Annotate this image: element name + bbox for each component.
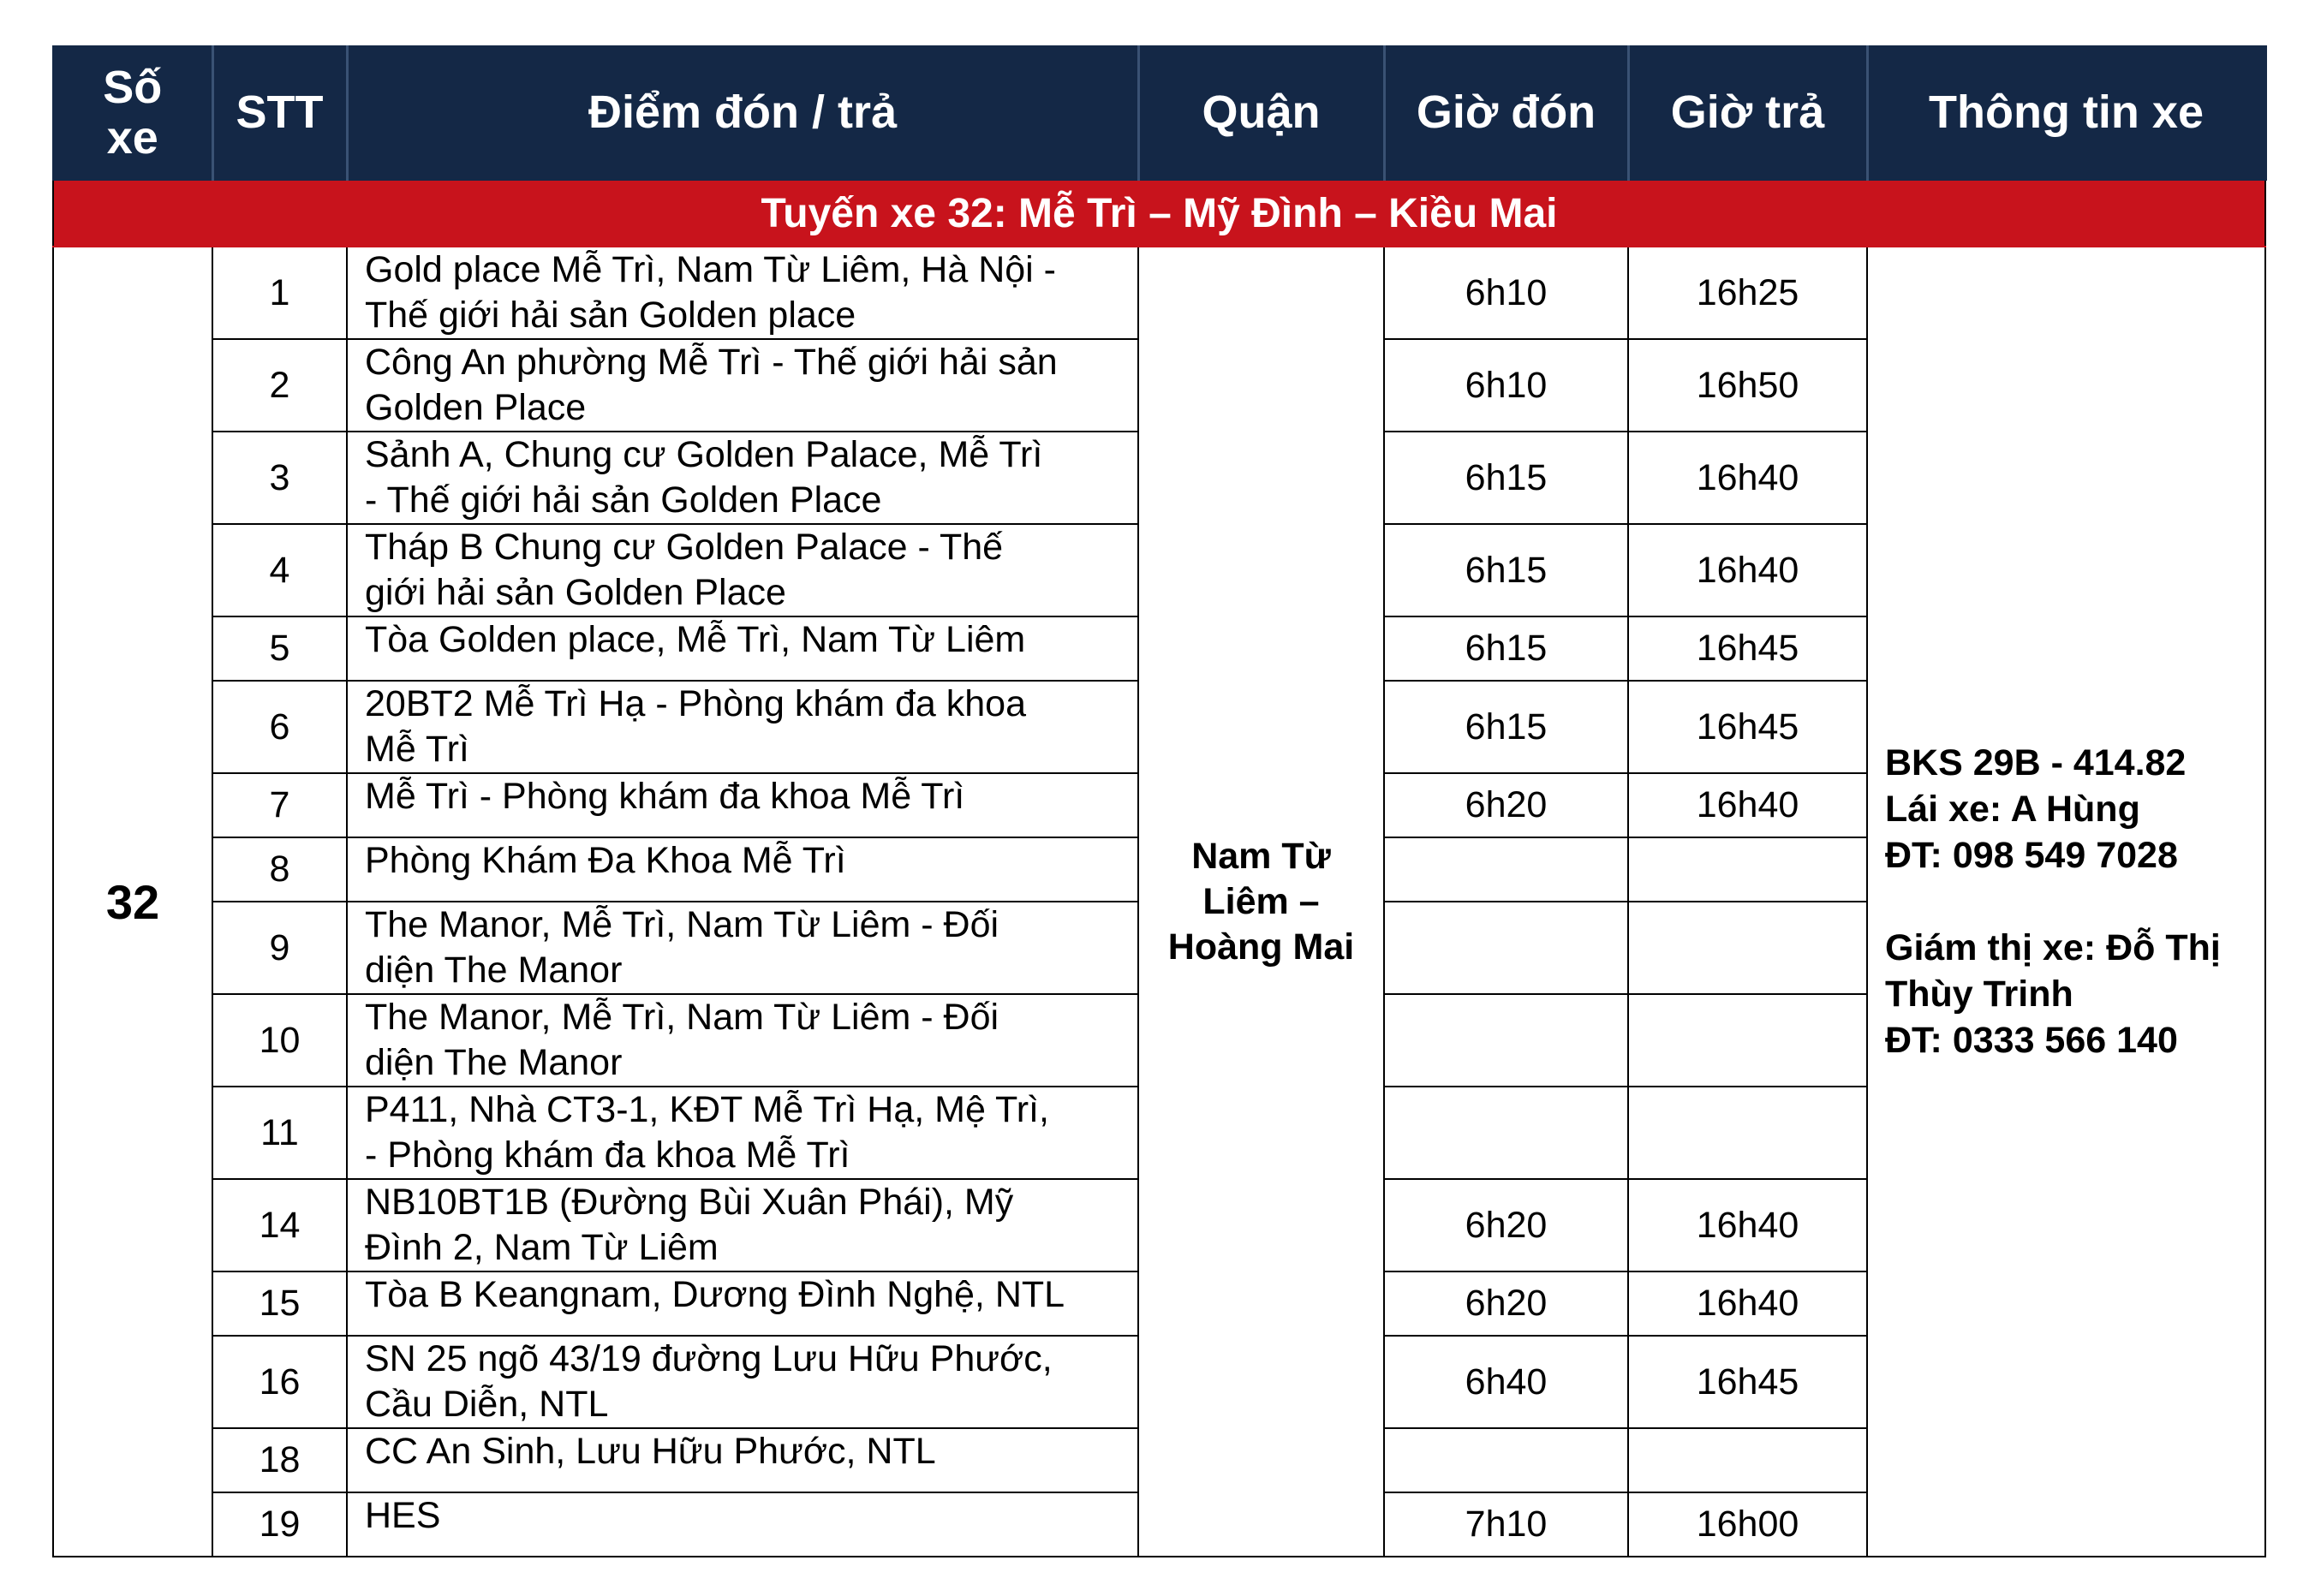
dropoff-time: 16h00 bbox=[1628, 1492, 1867, 1557]
stop-address bbox=[347, 994, 1138, 1087]
stop-stt: 9 bbox=[212, 902, 347, 994]
dropoff-time: 16h40 bbox=[1628, 432, 1867, 524]
stop-address-line2: Thế giới hải sản Golden place bbox=[365, 295, 856, 336]
stop-stt: 6 bbox=[212, 681, 347, 773]
stop-stt: 18 bbox=[212, 1428, 347, 1492]
stop-address bbox=[347, 1336, 1138, 1428]
pickup-time: 6h15 bbox=[1384, 524, 1628, 616]
stop-address-line1: Công An phường Mễ Trì - Thế giới hải sản bbox=[365, 342, 1058, 383]
dropoff-time: 16h50 bbox=[1628, 339, 1867, 432]
stop-address-line1: Sảnh A, Chung cư Golden Palace, Mễ Trì bbox=[365, 434, 1043, 475]
route-table bbox=[52, 45, 2267, 1557]
stop-address bbox=[347, 837, 1138, 902]
stop-address-line2: giới hải sản Golden Place bbox=[365, 572, 786, 613]
table-row bbox=[53, 247, 2265, 339]
pickup-time: 6h20 bbox=[1384, 773, 1628, 837]
district-line1: Nam Từ bbox=[1191, 835, 1331, 877]
stop-address-line2: - Thế giới hải sản Golden Place bbox=[365, 479, 882, 521]
pickup-time bbox=[1384, 1428, 1628, 1492]
stop-stt: 11 bbox=[212, 1087, 347, 1179]
pickup-time: 6h20 bbox=[1384, 1179, 1628, 1271]
monitor-phone: ĐT: 0333 566 140 bbox=[1885, 1020, 2178, 1061]
stop-address-line2: Đình 2, Nam Từ Liêm bbox=[365, 1227, 719, 1268]
stop-address-line1: The Manor, Mễ Trì, Nam Từ Liêm - Đối bbox=[365, 997, 999, 1038]
dropoff-time: 16h40 bbox=[1628, 524, 1867, 616]
stop-address bbox=[347, 247, 1138, 339]
stop-address-line2: Mễ Trì bbox=[365, 729, 469, 770]
pickup-time bbox=[1384, 837, 1628, 902]
pickup-time bbox=[1384, 1087, 1628, 1179]
dropoff-time: 16h45 bbox=[1628, 616, 1867, 681]
stop-address-line1: The Manor, Mễ Trì, Nam Từ Liêm - Đối bbox=[365, 904, 999, 945]
stop-address-line1: Gold place Mễ Trì, Nam Từ Liêm, Hà Nội - bbox=[365, 249, 1057, 290]
header-diem-don-tra: Điểm đón / trả bbox=[347, 46, 1138, 180]
pickup-time: 6h40 bbox=[1384, 1336, 1628, 1428]
pickup-time: 6h15 bbox=[1384, 432, 1628, 524]
stop-address-line1: HES bbox=[365, 1495, 441, 1536]
route-banner-row bbox=[53, 180, 2265, 247]
stop-stt: 15 bbox=[212, 1271, 347, 1336]
stop-stt: 5 bbox=[212, 616, 347, 681]
stop-stt: 8 bbox=[212, 837, 347, 902]
header-gio-don: Giờ đón bbox=[1384, 46, 1628, 180]
monitor-name-line2: Thùy Trinh bbox=[1885, 974, 2073, 1015]
pickup-time bbox=[1384, 994, 1628, 1087]
stop-address-line2: diện The Manor bbox=[365, 950, 623, 991]
stop-address-line1: Phòng Khám Đa Khoa Mễ Trì bbox=[365, 840, 846, 881]
stop-stt: 1 bbox=[212, 247, 347, 339]
dropoff-time: 16h40 bbox=[1628, 1179, 1867, 1271]
route-table-body bbox=[53, 180, 2265, 1557]
dropoff-time bbox=[1628, 1087, 1867, 1179]
header-so-xe bbox=[53, 46, 212, 180]
header-thong-tin-xe: Thông tin xe bbox=[1867, 46, 2265, 180]
stop-address-line2: - Phòng khám đa khoa Mễ Trì bbox=[365, 1134, 850, 1176]
dropoff-time bbox=[1628, 902, 1867, 994]
district bbox=[1138, 247, 1384, 1557]
header-so-xe-line2: xe bbox=[106, 112, 158, 164]
dropoff-time bbox=[1628, 837, 1867, 902]
pickup-time: 6h15 bbox=[1384, 681, 1628, 773]
stop-address bbox=[347, 1492, 1138, 1557]
bus-number: 32 bbox=[53, 247, 212, 1557]
dropoff-time: 16h45 bbox=[1628, 1336, 1867, 1428]
pickup-time: 6h20 bbox=[1384, 1271, 1628, 1336]
dropoff-time: 16h45 bbox=[1628, 681, 1867, 773]
driver-name: Lái xe: A Hùng bbox=[1885, 789, 2140, 830]
stop-stt: 7 bbox=[212, 773, 347, 837]
pickup-time: 7h10 bbox=[1384, 1492, 1628, 1557]
stop-address bbox=[347, 339, 1138, 432]
pickup-time: 6h15 bbox=[1384, 616, 1628, 681]
stop-address bbox=[347, 681, 1138, 773]
stop-address bbox=[347, 1179, 1138, 1271]
vehicle-plate: BKS 29B - 414.82 bbox=[1885, 742, 2187, 783]
pickup-time: 6h10 bbox=[1384, 339, 1628, 432]
stop-stt: 2 bbox=[212, 339, 347, 432]
route-title: Tuyến xe 32: Mễ Trì – Mỹ Đình – Kiều Mai bbox=[53, 180, 2265, 247]
driver-phone: ĐT: 098 549 7028 bbox=[1885, 835, 2178, 876]
dropoff-time: 16h40 bbox=[1628, 1271, 1867, 1336]
stop-address-line1: Tháp B Chung cư Golden Palace - Thế bbox=[365, 527, 1004, 568]
stop-address-line1: Mễ Trì - Phòng khám đa khoa Mễ Trì bbox=[365, 776, 965, 817]
dropoff-time bbox=[1628, 1428, 1867, 1492]
header-gio-tra: Giờ trả bbox=[1628, 46, 1867, 180]
dropoff-time: 16h40 bbox=[1628, 773, 1867, 837]
stop-stt: 10 bbox=[212, 994, 347, 1087]
stop-address-line2: diện The Manor bbox=[365, 1042, 623, 1083]
stop-address bbox=[347, 1428, 1138, 1492]
stop-address-line1: CC An Sinh, Lưu Hữu Phước, NTL bbox=[365, 1431, 936, 1472]
stop-address bbox=[347, 902, 1138, 994]
stop-address-line1: NB10BT1B (Đường Bùi Xuân Phái), Mỹ bbox=[365, 1182, 1014, 1223]
stop-stt: 4 bbox=[212, 524, 347, 616]
stop-address-line1: SN 25 ngõ 43/19 đường Lưu Hữu Phước, bbox=[365, 1338, 1053, 1379]
stop-address bbox=[347, 524, 1138, 616]
stop-stt: 19 bbox=[212, 1492, 347, 1557]
stop-address-line2: Cầu Diễn, NTL bbox=[365, 1384, 609, 1425]
stop-address-line2: Golden Place bbox=[365, 387, 587, 428]
header-quan: Quận bbox=[1138, 46, 1384, 180]
dropoff-time bbox=[1628, 994, 1867, 1087]
stop-address bbox=[347, 1087, 1138, 1179]
pickup-time bbox=[1384, 902, 1628, 994]
district-line3: Hoàng Mai bbox=[1167, 926, 1355, 968]
stop-address-line1: P411, Nhà CT3-1, KĐT Mễ Trì Hạ, Mệ Trì, bbox=[365, 1089, 1049, 1130]
district-line2: Liêm – bbox=[1202, 880, 1320, 922]
stop-address-line1: Tòa Golden place, Mễ Trì, Nam Từ Liêm bbox=[365, 619, 1026, 660]
pickup-time: 6h10 bbox=[1384, 247, 1628, 339]
header-row bbox=[53, 46, 2265, 180]
stop-address bbox=[347, 773, 1138, 837]
vehicle-info bbox=[1867, 247, 2265, 1557]
stop-stt: 3 bbox=[212, 432, 347, 524]
stop-address-line1: Tòa B Keangnam, Dương Đình Nghệ, NTL bbox=[365, 1274, 1065, 1315]
header-so-xe-line1: Số bbox=[103, 61, 163, 113]
header-stt: STT bbox=[212, 46, 347, 180]
stop-stt: 16 bbox=[212, 1336, 347, 1428]
stop-address-line1: 20BT2 Mễ Trì Hạ - Phòng khám đa khoa bbox=[365, 683, 1027, 724]
stop-address bbox=[347, 1271, 1138, 1336]
dropoff-time: 16h25 bbox=[1628, 247, 1867, 339]
stop-address bbox=[347, 616, 1138, 681]
stop-address bbox=[347, 432, 1138, 524]
stop-stt: 14 bbox=[212, 1179, 347, 1271]
monitor-name-line1: Giám thị xe: Đỗ Thị bbox=[1885, 927, 2221, 968]
